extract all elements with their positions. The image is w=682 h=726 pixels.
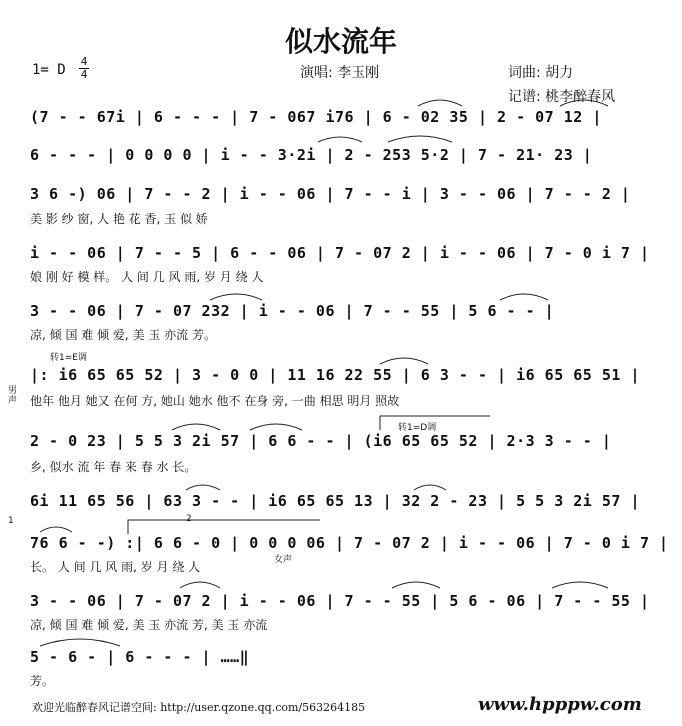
volta-bracket [128, 520, 320, 534]
score-line-8: 6i 11 65 56 | 63 3 - - | i6 65 65 13 | 32 2 - 23 | 5 5 3 2i 57 | [30, 492, 640, 510]
score-line-9: 76 6 - -) :| 6 6 - 0 | 0 0 0 06 | 7 - 07 2 | i - - 06 | 7 - 0 i 7 | [30, 534, 669, 552]
score-line-5: 3 - - 06 | 7 - 07 232 | i - - 06 | 7 - - 55 | 5 6 - - | [30, 302, 555, 320]
lyric-line-3: 凉, 倾 国 难 倾 爱, 美 玉 亦流 芳。 [30, 328, 216, 342]
slur [210, 294, 262, 300]
slur [40, 527, 72, 532]
time-signature-top: 4 [80, 55, 88, 68]
lyric-line-8: 芳。 [30, 674, 55, 688]
singer-credit: 演唱: 李玉刚 [300, 65, 380, 81]
slur [172, 424, 220, 430]
score-line-10: 3 - - 06 | 7 - 07 2 | i - - 06 | 7 - - 55 | 5 6 - 06 | 7 - - 55 | [30, 592, 650, 610]
site-watermark: www.hpppw.com [478, 694, 642, 715]
slur [40, 639, 120, 646]
song-title: 似水流年 [284, 25, 397, 58]
slur [414, 485, 446, 490]
slur [418, 100, 462, 106]
slur [500, 294, 548, 300]
slur [560, 100, 608, 106]
score-line-3: 3 6 -) 06 | 7 - - 2 | i - - 06 | 7 - - i | 3 - - 06 | 7 - - 2 | [30, 185, 631, 203]
slur [318, 137, 362, 142]
slur [380, 358, 428, 364]
lyric-line-6: 长。 人 间 几 风 雨, 岁 月 绕 人 [30, 560, 201, 574]
composer-credit: 词曲: 胡力 [508, 65, 574, 81]
slur [552, 582, 608, 588]
score-line-6: |: i6 65 65 52 | 3 - 0 0 | 11 16 22 55 | 6 3 - - | i6 65 65 51 | [30, 366, 640, 384]
lyric-line-7: 凉, 倾 国 难 倾 爱, 美 玉 亦流 芳, 美 玉 亦流 [30, 618, 268, 632]
key-signature: 1= D [32, 62, 66, 78]
male-voice-mark: 男声 [8, 386, 18, 406]
lyric-line-5: 乡, 似水 流 年 春 来 春 水 长。 [30, 460, 197, 474]
volta-2-mark: 2 [186, 514, 192, 524]
volta-bracket [380, 416, 490, 430]
score-line-7: 2 - 0 23 | 5 5 3 2i 57 | 6 6 - - | (i6 65 65 52 | 2·3 3 - - | [30, 432, 612, 450]
volta-1-mark: 1 [8, 516, 14, 526]
female-voice-mark: 女声 [274, 555, 293, 565]
time-signature-bottom: 4 [80, 68, 88, 81]
slur [392, 582, 440, 588]
lyric-line-2: 娘 刚 好 模 样。 人 间 几 风 雨, 岁 月 绕 人 [30, 270, 264, 284]
slur [186, 485, 220, 490]
modulation-e-mark: 转1=E调 [50, 353, 87, 363]
score-line-4: i - - 06 | 7 - - 5 | 6 - - 06 | 7 - 07 2 | i - - 06 | 7 - 0 i 7 | [30, 244, 650, 262]
slur [180, 582, 220, 588]
score-line-2: 6 - - - | 0 0 0 0 | i - - 3·2i | 2 - 253 5·2 | 7 - 21· 23 | [30, 146, 593, 164]
slur [388, 136, 452, 142]
score-line-1: (7 - - 67i | 6 - - - | 7 - 067 i76 | 6 - 02 35 | 2 - 07 12 | [30, 108, 602, 126]
lyric-line-1: 美 影 纱 窗, 人 艳 花 香, 玉 似 娇 [30, 212, 208, 226]
footer-text: 欢迎光临醉春风记谱空间: http://user.qzone.qq.com/563264185 [32, 701, 366, 714]
lyric-line-4: 他年 他月 她又 在何 方, 她山 她水 他不 在身 旁, 一曲 相思 明月 照故 [30, 394, 400, 408]
modulation-d-mark: 转1=D调 [398, 423, 437, 433]
transcriber-credit: 记谱: 桃李醉春风 [508, 89, 616, 105]
slur [250, 424, 302, 430]
score-line-11: 5 - 6 - | 6 - - - | ……‖ [30, 648, 250, 666]
